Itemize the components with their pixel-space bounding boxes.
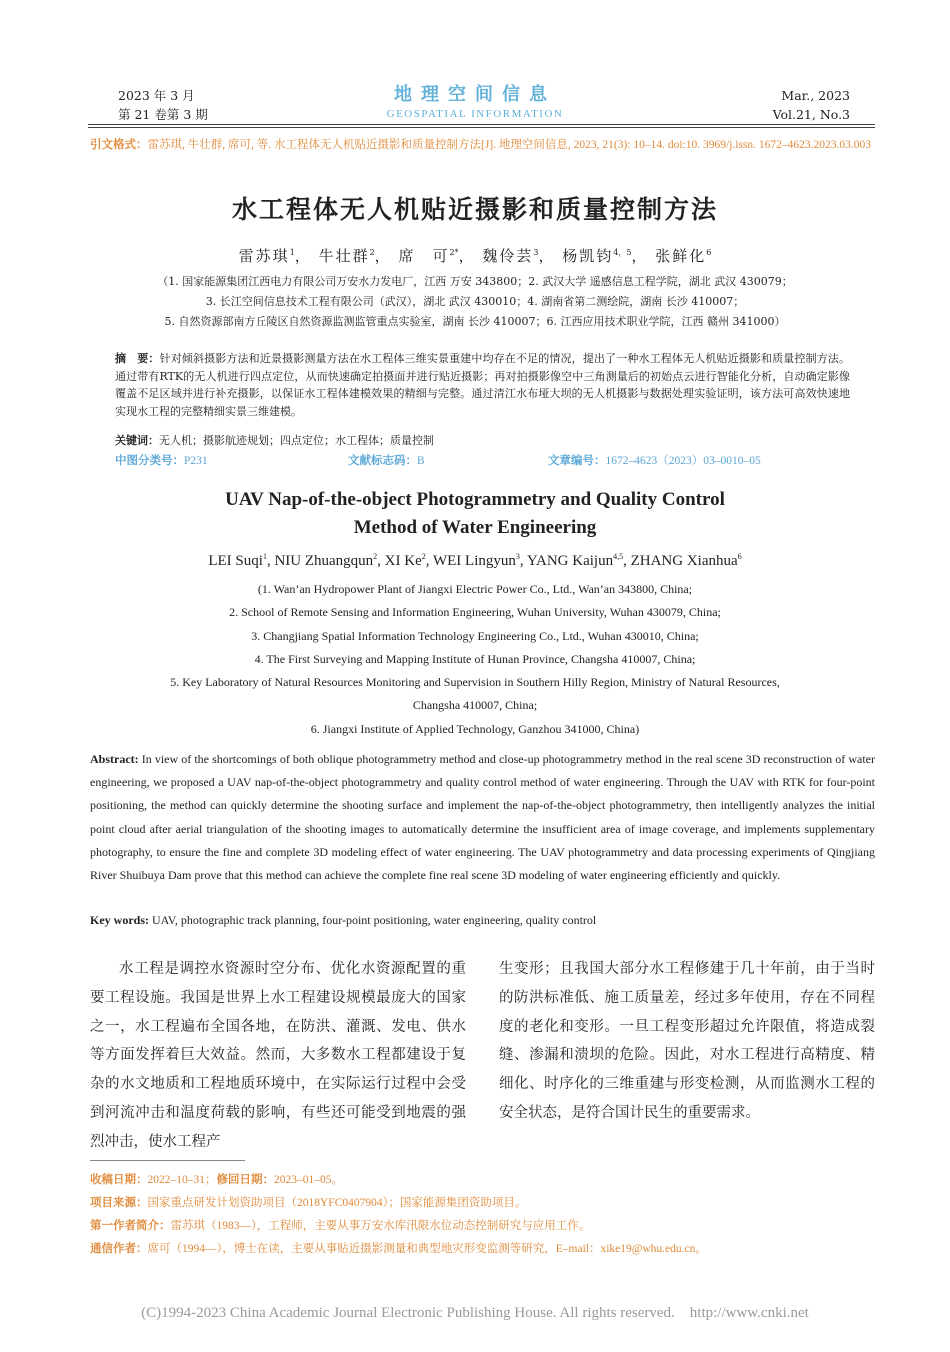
abstract-en [90, 748, 875, 887]
footnote-rule [90, 1160, 245, 1161]
issue-volume: 第 21 卷第 3 期 [118, 107, 208, 122]
keywords-en-label: Key words: [90, 913, 149, 927]
affiliation-line: Changsha 410007, China; [412, 698, 538, 713]
keywords-en [90, 909, 875, 931]
affiliations-cn [0, 272, 950, 332]
issue-month-en: Mar., 2023 [781, 88, 850, 103]
art-value: 1672–4623（2023）03–0010–05 [605, 455, 761, 467]
keywords-cn-label: 关键词： [115, 434, 159, 447]
citation-label: 引文格式： [90, 137, 148, 151]
funding-label: 项目来源： [90, 1195, 148, 1209]
corresponding-text: 席可（1994—），博士在读，主要从事贴近摄影测量和典型地灾形变监测等研究，E–mail：xike19@whu.edu.cn。 [147, 1243, 707, 1255]
footnote-first-author [90, 1214, 880, 1237]
author-en: LEI Suqi [208, 553, 263, 569]
article-number [548, 452, 761, 468]
affiliation-line: 4. The First Surveying and Mapping Institute of Hunan Province, Changsha 410007, China; [254, 651, 696, 666]
journal-name-cn: 地理空间信息 [394, 84, 556, 105]
affiliation-line: 3. 长江空间信息技术工程有限公司（武汉），湖北 武汉 430010；4. 湖南省第二测绘院，湖南 长沙 410007； [205, 295, 745, 308]
author-sup: 6 [737, 552, 742, 561]
clc-number [115, 452, 208, 468]
header-rule-bottom [88, 127, 875, 128]
doc-label: 文献标志码： [348, 453, 417, 467]
affiliation-line: 5. Key Laboratory of Natural Resources Monitoring and Supervision in Southern Hilly Region, Ministry of Natural Resources, [170, 675, 780, 690]
abstract-cn-text: 针对倾斜摄影方法和近景摄影测量方法在水工程体三维实景重建中均存在不足的情况，提出了一种水工程体无人机贴近摄影和质量控制方法。通过带有RTK的无人机进行四点定位，从而快速确定拍摄面并进行贴近摄影；再对拍摄影像空中三角测量后的初始点云进行智能化分析，自动确定影像覆盖不足区域并进行补充摄影，以保证水工程体建模效果的精细与完整。通过清江水布垭大坝的无人机摄影与数据处理实验证明，该方法可高效快速地实现水工程的完整精细实景三维建模。 [115, 352, 851, 418]
author-sup: 3 [533, 248, 539, 257]
author-cn: 席 可 [398, 247, 450, 265]
footnote-funding [90, 1191, 880, 1214]
issue-date-en [773, 86, 850, 124]
author-sup: 4,5 [613, 552, 624, 561]
title-en-line2: Method of Water Engineering [353, 517, 597, 538]
abstract-en-label: Abstract: [90, 752, 139, 766]
author-sup: 1 [289, 248, 295, 257]
author-cn: 牛壮群 [318, 247, 370, 265]
affiliation-line: 6. Jiangxi Institute of Applied Technology, Ganzhou 341000, China) [310, 721, 640, 736]
art-label: 文章编号： [548, 453, 606, 467]
corresponding-label: 通信作者： [90, 1241, 148, 1255]
keywords-cn [115, 432, 850, 449]
copyright-notice: (C)1994-2023 China Academic Journal Electronic Publishing House. All rights reserved. http://www.cnki.net [141, 1305, 809, 1321]
authors-en: LEI Suqi$^1$, NIU Zhuangqun$^2$, XI Ke$^2$, WEI Lingyun$^3$, YANG Kaijun$^{4,5}$, ZHANG Xianhua$^6$ [208, 552, 742, 569]
title-en [0, 486, 950, 542]
keywords-en-text: UAV, photographic track planning, four-point positioning, water engineering, quality control [152, 913, 597, 927]
author-en: WEI Lingyun [432, 553, 516, 569]
author-cn: 雷苏琪 [238, 247, 290, 265]
first-author-text: 雷苏琪（1983—），工程师，主要从事万安水库汛限水位动态控制研究与应用工作。 [170, 1220, 591, 1232]
citation [90, 136, 875, 154]
header-rule-top [88, 124, 875, 125]
author-sup: 4，5 [613, 248, 632, 257]
footnote-corresponding [90, 1237, 880, 1260]
affiliations-en [0, 578, 950, 741]
affiliation-line: （1. 国家能源集团江西电力有限公司万安水力发电厂，江西 万安 343800；2. 武汉大学 遥感信息工程学院，湖北 武汉 430079； [157, 275, 793, 288]
author-sup: 2 [373, 552, 378, 561]
received-label: 收稿日期： [90, 1172, 148, 1186]
footnotes [90, 1168, 880, 1260]
title-cn: 水工程体无人机贴近摄影和质量控制方法 [231, 195, 718, 224]
affiliation-line: 5. 自然资源部南方丘陵区自然资源监测监管重点实验室，湖南 长沙 410007；6. 江西应用技术职业学院，江西 赣州 341000） [164, 315, 786, 328]
affiliation-line: (1. Wan’an Hydropower Plant of Jiangxi Electric Power Co., Ltd., Wan’an 343800, China; [257, 582, 693, 596]
author-sup: 2 [421, 552, 426, 561]
revised-label: 修回日期： [216, 1172, 274, 1186]
abstract-cn [115, 350, 850, 420]
author-sup: 1 [262, 552, 267, 561]
first-author-label: 第一作者简介： [90, 1218, 171, 1232]
author-sup: 2* [449, 248, 459, 257]
author-en: YANG Kaijun [526, 553, 614, 569]
issue-year-month: 2023 年 3 月 [118, 88, 195, 103]
author-en: ZHANG Xianhua [630, 553, 738, 569]
body-column-left: 水工程是调控水资源时空分布、优化水资源配置的重要工程设施。我国是世界上水工程建设规模最庞大的国家之一，水工程遍布全国各地，在防洪、灌溉、发电、供水等方面发挥着巨大效益。然而，大多数水工程都建设于复杂的水文地质和工程地质环境中，在实际运行过程中会受到河流冲击和温度荷载的影响，有些还可能受到地震的强烈冲击，使水工程产 [90, 961, 466, 1150]
authors-cn: 雷苏琪$^1$， 牛壮群$^2$， 席 可$^{2*}$， 魏伶芸$^3$， 杨凯钧$^{4,5}$， 张鲜化$^6$ [238, 247, 712, 265]
author-sup: 2 [369, 248, 375, 257]
author-en: XI Ke [384, 553, 422, 569]
abstract-cn-label: 摘 要： [115, 352, 160, 365]
issue-volume-en: Vol.21, No.3 [772, 107, 850, 122]
clc-label: 中图分类号： [115, 453, 184, 467]
title-en-line1: UAV Nap-of-the-object Photogrammetry and Quality Control [225, 489, 725, 510]
document-code [348, 452, 425, 468]
funding-text: 国家重点研发计划资助项目（2018YFC0407904）；国家能源集团资助项目。 [147, 1197, 527, 1209]
author-cn: 魏伶芸 [482, 247, 534, 265]
journal-name-en: GEOSPATIAL INFORMATION [386, 108, 564, 120]
keywords-cn-text: 无人机；摄影航迹规划；四点定位；水工程体；质量控制 [159, 434, 434, 447]
footnote-dates [90, 1168, 880, 1191]
affiliation-line: 2. School of Remote Sensing and Information Engineering, Wuhan University, Wuhan 430079, China; [229, 605, 721, 620]
affiliation-line: 3. Changjiang Spatial Information Technology Engineering Co., Ltd., Wuhan 430010, China; [251, 628, 699, 643]
abstract-en-text: In view of the shortcomings of both oblique photogrammetry method and close-up photogrammetry method in the real scene 3D reconstruction of water engineering, we proposed a UAV nap-of-the-object photogrammetry and quality control method of water engineering. Through the UAV with RTK for four-point positioning, the method can quickly determine the shooting surface and implement the nap-of-the-object photogrammetry, then intelligently analyzes the initial point cloud after aerial triangulation of the shooting images to automatically determine the insufficient area of image coverage, and implements supplementary photography, to ensure the fine and complete 3D modeling effect of water engineering. The UAV photogrammetry and data processing experiments of Qingjiang River Shuibuya Dam prove that this method can achieve the complete fine real scene 3D modeling of water engineering efficiently and quickly. [90, 752, 875, 883]
author-en: NIU Zhuangqun [274, 553, 374, 569]
author-sup: 3 [515, 552, 520, 561]
author-cn: 张鲜化 [655, 247, 707, 265]
author-sup: 6 [706, 248, 712, 257]
doc-value: B [417, 455, 425, 467]
author-cn: 杨凯钧 [562, 247, 614, 265]
body-column-right: 生变形；且我国大部分水工程修建于几十年前，由于当时的防洪标准低、施工质量差，经过多年使用，存在不同程度的老化和变形。一旦工程变形超过允许限值，将造成裂缝、渗漏和溃坝的危险。因此，对水工程进行高精度、精细化、时序化的三维重建与形变检测，从而监测水工程的安全状态，是符合国计民生的重要需求。 [499, 961, 875, 1121]
received-date: 2022–10–31； [147, 1174, 217, 1186]
revised-date: 2023–01–05。 [274, 1174, 343, 1186]
citation-text: 雷苏琪, 牛壮群, 席可, 等. 水工程体无人机贴近摄影和质量控制方法[J]. 地理空间信息, 2023, 21(3): 10–14. doi:10. 3969/j.issn. 1672–4623.2023.03.003 [147, 139, 872, 151]
clc-value: P231 [184, 455, 208, 467]
